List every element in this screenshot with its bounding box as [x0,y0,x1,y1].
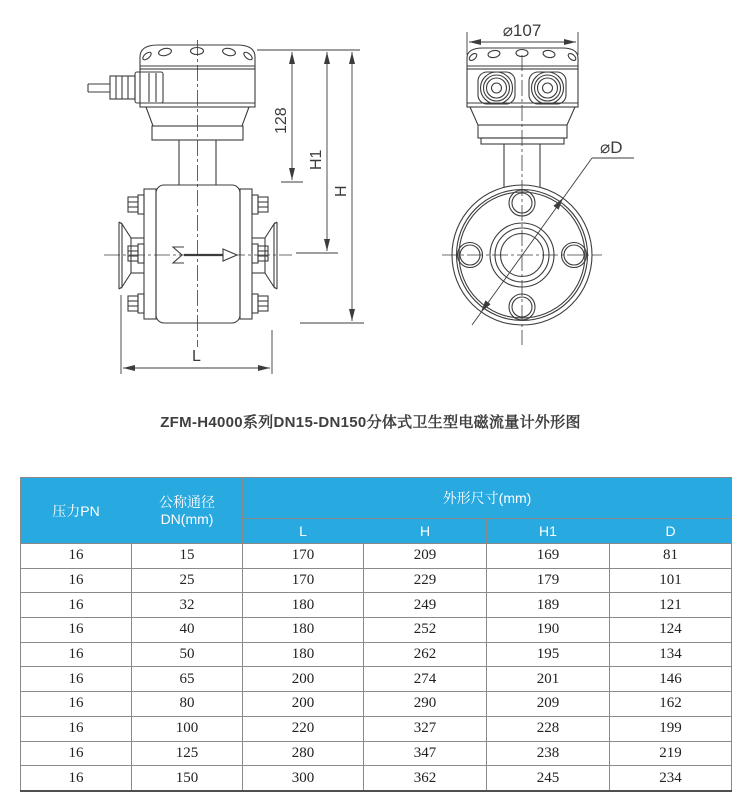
table-body [21,544,732,791]
outline-drawing-svg [0,0,741,400]
table-cell: 16 [21,642,132,667]
table-row [21,618,732,643]
table-cell: 16 [21,544,132,569]
table-cell: 290 [364,692,487,717]
table-cell: 50 [132,642,243,667]
table-cell: 327 [364,716,487,741]
flow-direction-arrow [173,247,237,263]
table-cell: 252 [364,618,487,643]
table-row [21,716,732,741]
table-cell: 180 [243,593,364,618]
table-cell: 16 [21,667,132,692]
table-cell: 16 [21,741,132,766]
table-cell: 274 [364,667,487,692]
table-cell: 150 [132,766,243,791]
dim-label-128: 128 [273,107,290,134]
table-cell: 169 [487,544,610,569]
header-pressure: 压力PN [21,478,132,544]
drawing-caption: ZFM-H4000系列DN15-DN150分体式卫生型电磁流量计外形图 [160,414,581,431]
table-cell: 15 [132,544,243,569]
table-row [21,741,732,766]
table-cell: 121 [610,593,732,618]
table-cell: 16 [21,568,132,593]
table-cell: 81 [610,544,732,569]
table-cell: 16 [21,766,132,791]
table-cell: 280 [243,741,364,766]
table-cell: 65 [132,667,243,692]
table-cell: 170 [243,544,364,569]
table-cell: 195 [487,642,610,667]
dimension-table-wrap [20,477,731,792]
dim-label-h: H [333,185,350,197]
table-cell: 16 [21,593,132,618]
table-row [21,544,732,569]
table-cell: 200 [243,667,364,692]
table-cell: 124 [610,618,732,643]
header-dn-line1: 公称通径 [159,493,215,510]
table-cell: 200 [243,692,364,717]
table-row [21,692,732,717]
table-cell: 229 [364,568,487,593]
outline-drawing [0,0,741,400]
table-cell: 347 [364,741,487,766]
table-cell: 170 [243,568,364,593]
header-col-l: L [243,519,364,544]
side-view-drawing [442,48,602,345]
table-cell: 220 [243,716,364,741]
header-col-h: H [364,519,487,544]
table-cell: 219 [610,741,732,766]
table-cell: 100 [132,716,243,741]
table-row [21,568,732,593]
table-cell: 134 [610,642,732,667]
table-cell: 245 [487,766,610,791]
dim-label-d107: ⌀107 [502,21,542,40]
header-dn-line2: DN(mm) [160,510,214,527]
table-cell: 262 [364,642,487,667]
table-cell: 362 [364,766,487,791]
table-cell: 209 [487,692,610,717]
table-cell: 101 [610,568,732,593]
table-cell: 238 [487,741,610,766]
table-cell: 80 [132,692,243,717]
header-dimensions-group: 外形尺寸(mm) [243,478,732,519]
table-cell: 162 [610,692,732,717]
table-cell: 16 [21,716,132,741]
table-cell: 125 [132,741,243,766]
header-col-d: D [610,519,732,544]
table-cell: 190 [487,618,610,643]
table-row [21,642,732,667]
table-cell: 179 [487,568,610,593]
table-row [21,766,732,791]
table-cell: 228 [487,716,610,741]
table-cell: 32 [132,593,243,618]
table-cell: 201 [487,667,610,692]
table-row [21,667,732,692]
table-cell: 209 [364,544,487,569]
header-col-h1: H1 [487,519,610,544]
table-cell: 16 [21,692,132,717]
front-view-drawing [88,40,292,347]
table-cell: 249 [364,593,487,618]
table-cell: 16 [21,618,132,643]
header-dn [132,478,243,544]
dim-label-dD: ⌀D [600,138,623,157]
table-cell: 25 [132,568,243,593]
table-row [21,593,732,618]
dim-label-h1: H1 [308,149,325,170]
table-cell: 180 [243,618,364,643]
dim-label-l: L [192,348,201,365]
table-cell: 40 [132,618,243,643]
table-cell: 300 [243,766,364,791]
table-cell: 146 [610,667,732,692]
dimensions-table [20,477,732,792]
table-cell: 199 [610,716,732,741]
table-cell: 180 [243,642,364,667]
table-cell: 234 [610,766,732,791]
table-cell: 189 [487,593,610,618]
front-view-dimensions [121,50,364,374]
